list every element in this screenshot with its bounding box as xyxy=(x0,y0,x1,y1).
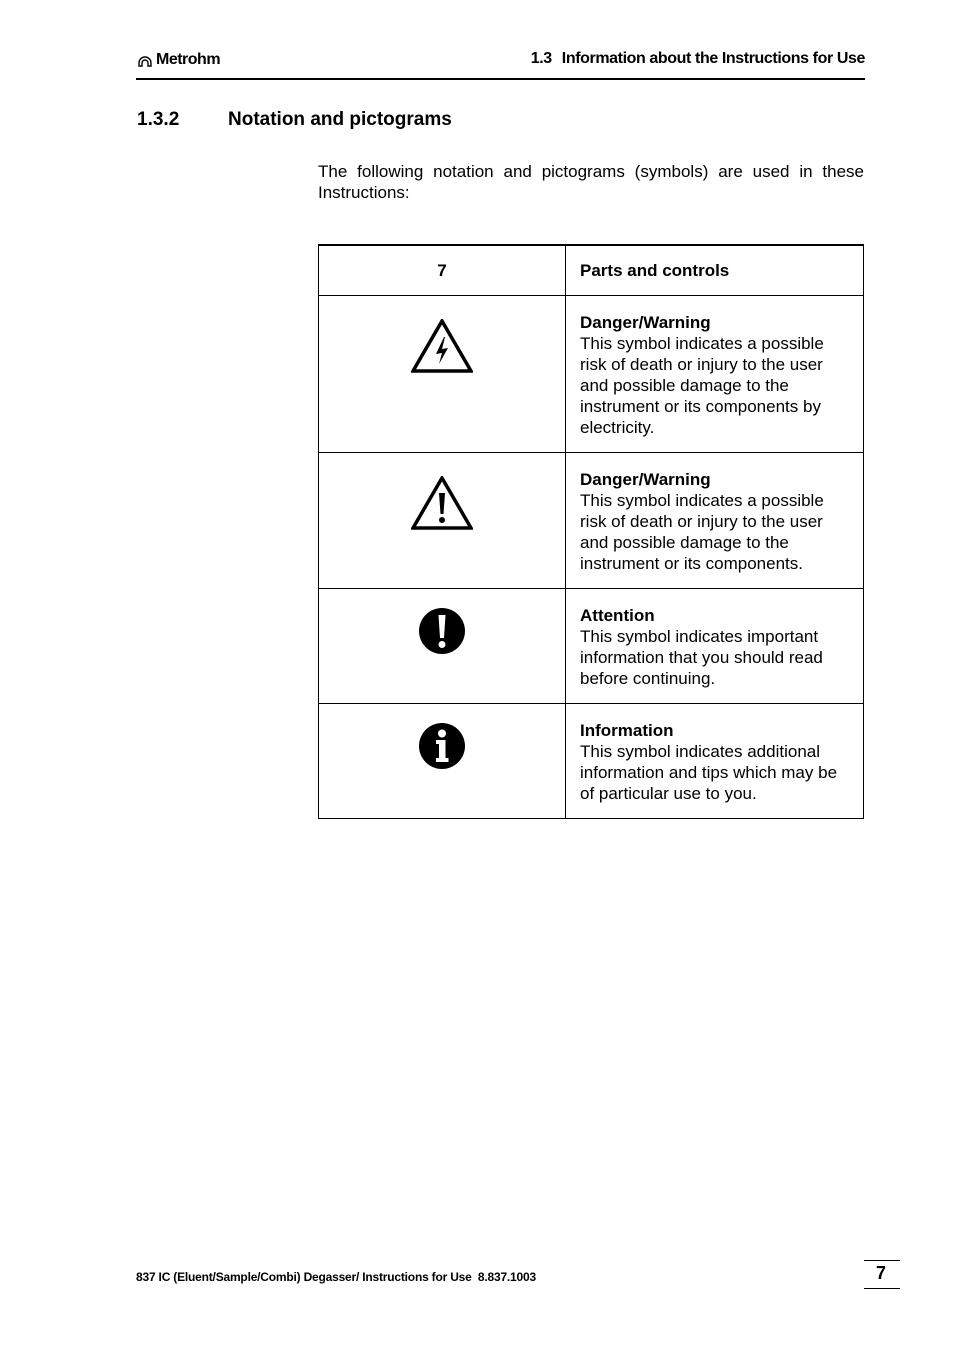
section-heading xyxy=(137,109,452,131)
row-title: Danger/Warning xyxy=(580,313,711,332)
brand-logo xyxy=(136,51,220,69)
row-text: This symbol indicates additional information and tips which may be of particular use to you. xyxy=(580,742,838,803)
pictogram-table xyxy=(318,244,864,819)
row-text: This symbol indicates a possible risk of death or injury to the user and possible damage to the instrument or its components. xyxy=(580,491,824,573)
running-header-number: 1.3 xyxy=(530,50,552,67)
section-number: 1.3.2 xyxy=(137,109,180,130)
row-title: Information xyxy=(580,721,674,740)
electric-hazard-icon xyxy=(411,319,473,378)
description-cell xyxy=(566,704,864,819)
description-cell xyxy=(566,453,864,589)
row-text: This symbol indicates important information that you should read before continuing. xyxy=(580,627,823,688)
table-row xyxy=(319,589,864,704)
information-icon xyxy=(418,722,466,775)
symbol-cell xyxy=(319,296,566,453)
brand-name: Metrohm xyxy=(156,51,221,68)
page-header xyxy=(136,48,865,80)
page-number: 7 xyxy=(876,1263,887,1283)
section-title: Notation and pictograms xyxy=(228,109,452,130)
row-text: This symbol indicates a possible risk of death or injury to the user and possible damage to the instrument or its components by electricity. xyxy=(580,334,824,437)
attention-icon xyxy=(418,607,466,660)
footer-document-title: 837 IC (Eluent/Sample/Combi) Degasser/ Instructions for Use 8.837.1003 xyxy=(136,1270,536,1284)
running-header-title: Information about the Instructions for Use xyxy=(561,50,865,67)
intro-paragraph: The following notation and pictograms (symbols) are used in these Instructions: xyxy=(318,162,864,202)
row-title: Attention xyxy=(580,606,655,625)
table-row xyxy=(319,704,864,819)
description-cell xyxy=(566,296,864,453)
running-header xyxy=(531,50,865,68)
warning-triangle-icon xyxy=(411,476,473,535)
row-title: Danger/Warning xyxy=(580,470,711,489)
header-meaning-cell: Parts and controls xyxy=(566,245,864,296)
symbol-cell xyxy=(319,589,566,704)
symbol-cell xyxy=(319,704,566,819)
header-symbol-cell: 7 xyxy=(319,245,566,296)
symbol-cell xyxy=(319,453,566,589)
description-cell xyxy=(566,589,864,704)
table-row xyxy=(319,453,864,589)
table-row xyxy=(319,296,864,453)
page-number-box xyxy=(864,1260,900,1289)
metrohm-logo-icon xyxy=(136,51,154,69)
table-header-row xyxy=(319,245,864,296)
